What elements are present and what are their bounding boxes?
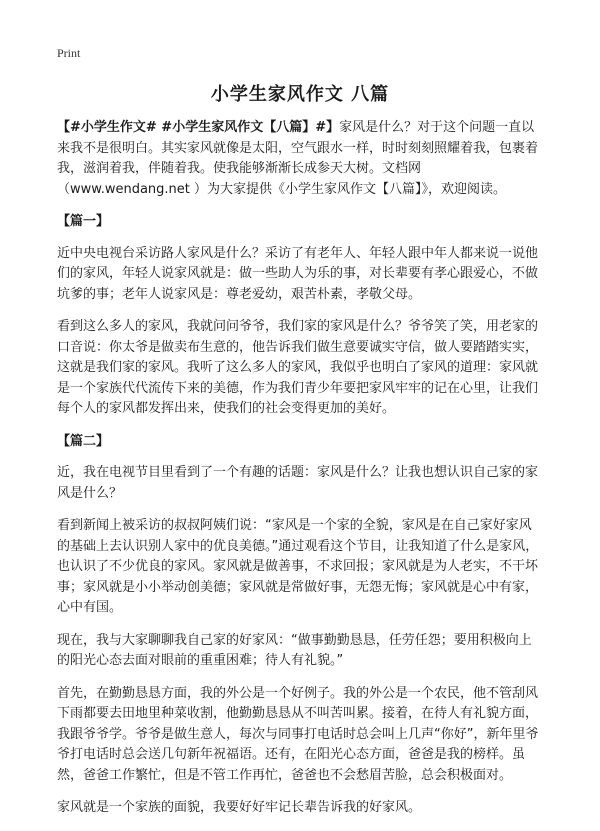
paragraph: 看到新闻上被采访的叔叔阿姨们说：“家风是一个家的全貌，家风是在自己家好家风的基础上去认识别人家中的优良美德。”通过观看这个节目，让我知道了什么是家风，也认识了不少优良的家风。家风就是做善事，不求回报；家风就是为人老实，不干坏事；家风就是小小举动创美德；家风就是常做好事，无怨无悔；家风就是心中有家，心中有国。 (57, 518, 539, 615)
intro-tags: 【#小学生作文# #小学生家风作文【八篇】#】 (57, 120, 340, 135)
print-label: Print (57, 46, 81, 60)
paragraph: 近中央电视台采访路人家风是什么？采访了有老年人、年轻人跟中年人都来说一说他们的家风，年轻人说家风就是：做一些助人为乐的事，对长辈要有孝心跟爱心，不做坑爹的事；老年人说家风是：尊老爱幼，艰苦朴素，孝敬父母。 (57, 245, 539, 302)
paragraph: 近，我在电视节目里看到了一个有趣的话题：家风是什么？让我也想认识自己家的家风是什么？ (57, 465, 539, 501)
section-heading: 【篇二】 (57, 433, 110, 449)
paragraph: 看到这么多人的家风，我就问问爷爷，我们家的家风是什么？爷爷笑了笑，用老家的口音说：你太爷是做卖布生意的，他告诉我们做生意要诚实守信，做人要踏踏实实，这就是我们家的家风。我听了这么多人的家风，我似乎也明白了家风的道理：家风就是一个家族代代流传下来的美德，作为我们青少年要把家风牢牢的记在心里，让我们每个人的家风都发挥出来，使我们的社会变得更加的美好。 (57, 319, 539, 416)
paragraph: 现在，我与大家聊聊我自己家的好家风：“做事勤勤恳恳，任劳任怨；要用积极向上的阳光心态去面对眼前的重重困难；待人有礼貌。” (57, 632, 532, 668)
intro-text: 家风是什么？对于这个问题一直以来我不是很明白。其实家风就像是太阳，空气跟水一样，时时刻刻照耀着我，包裹着我，滋润着我，伴随着我。使我能够渐渐长成参天大树。文档网（www.wendang.net ）为大家提供《小学生家风作文【八篇】》，欢迎阅读。 (57, 120, 539, 197)
paragraph: 家风就是一个家族的面貌，我要好好牢记长辈告诉我的好家风。 (57, 800, 422, 815)
page-title: 小学生家风作文 八篇 (210, 84, 390, 105)
section-heading: 【篇一】 (57, 214, 110, 229)
intro-paragraph (57, 118, 544, 200)
paragraph: 首先，在勤勤恳恳方面，我的外公是一个好例子。我的外公是一个农民，他不管刮风下雨都要去田地里种菜收割，他勤勤恳恳从不叫苦叫累。接着，在待人有礼貌方面，我跟爷爷学。爷爷是做生意人，每次与同事打电话时总会叫上几声“你好”，新年里爷爷打电话时总会送几句新年祝福语。还有，在阳光心态方面，爸爸是我的榜样。虽然，爸爸工作繁忙，但是不管工作再忙，爸爸也不会愁眉苦脸，总会积极面对。 (57, 685, 539, 783)
article-body (57, 118, 544, 831)
